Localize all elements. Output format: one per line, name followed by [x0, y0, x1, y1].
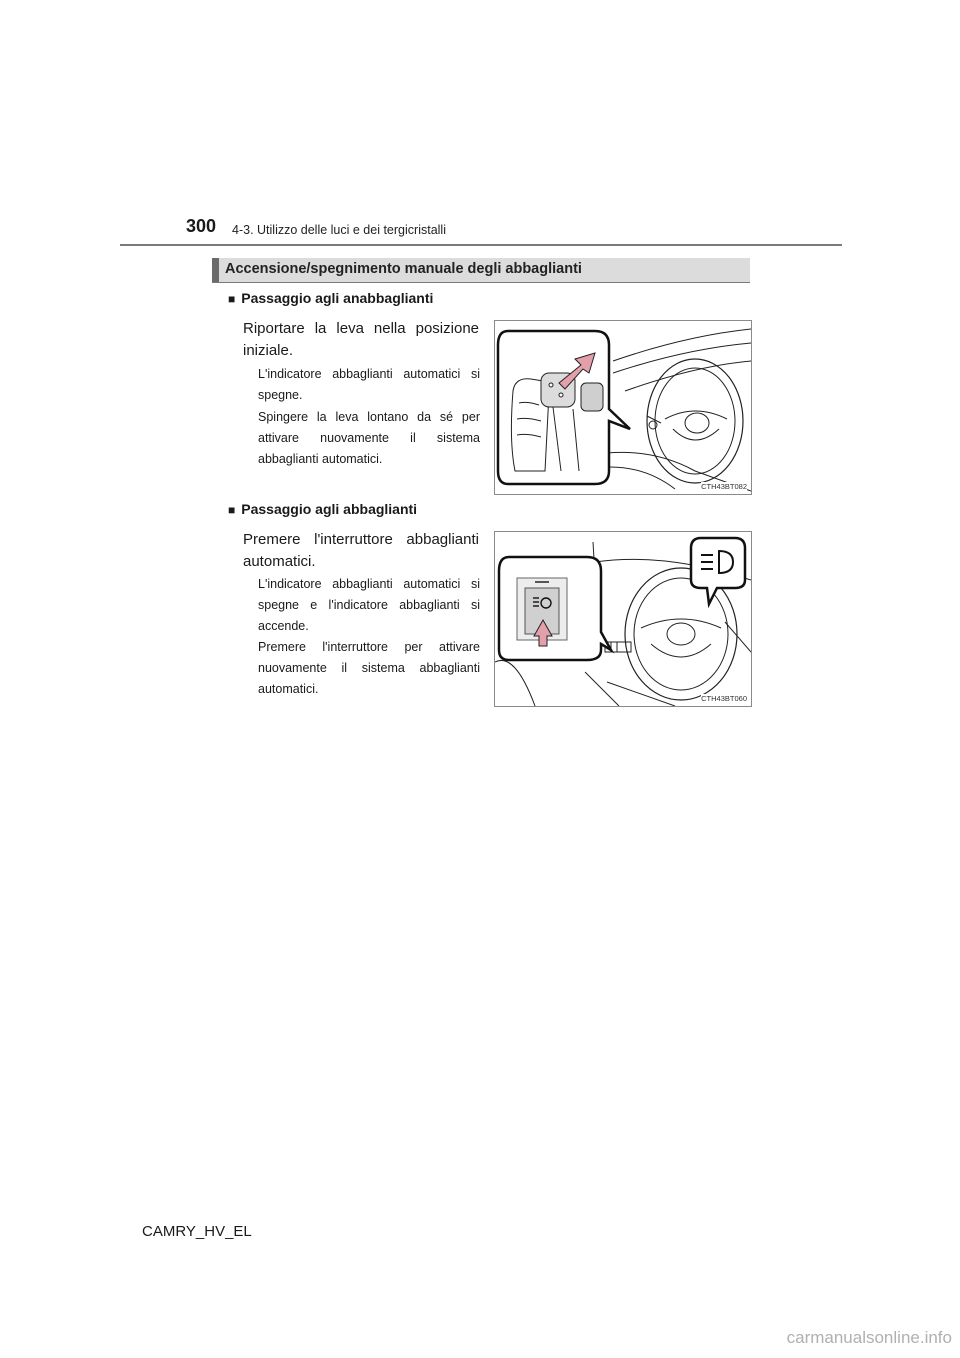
square-bullet-icon: ■	[228, 292, 236, 306]
watermark: carmanualsonline.info	[786, 1328, 952, 1347]
subsection-heading-text: Passaggio agli anabbaglianti	[241, 290, 434, 306]
figure-switch-illustration	[494, 531, 752, 707]
auto-high-beam-switch-illustration	[495, 532, 751, 706]
section-marker	[212, 258, 219, 282]
figure-lever-illustration	[494, 320, 752, 495]
page-number: 300	[186, 216, 217, 236]
subsection-heading-text: Passaggio agli abbaglianti	[241, 501, 418, 517]
square-bullet-icon: ■	[228, 503, 236, 517]
subsection-heading-high-beam	[228, 501, 417, 517]
lever-pull-illustration	[495, 321, 751, 494]
instruction-text: Riportare la leva nella posizione iniziale.	[243, 320, 479, 359]
figure-code: CTH43BT060	[701, 694, 747, 703]
note-text: L'indicatore abbaglianti automatici si spegne e l'indicatore abbaglianti si accende.	[258, 577, 480, 633]
chapter-title: 4-3. Utilizzo delle luci e dei tergicristalli	[232, 223, 446, 237]
section-title: Accensione/spegnimento manuale degli abbaglianti	[225, 261, 582, 277]
instruction-text: Premere l'interruttore abbaglianti automatici.	[243, 531, 479, 570]
model-code: CAMRY_HV_EL	[142, 1223, 252, 1240]
note-text: Spingere la leva lontano da sé per attivare nuovamente il sistema abbaglianti automatici.	[258, 410, 480, 466]
header-divider	[120, 244, 842, 246]
subsection-heading-low-beam	[228, 290, 433, 306]
figure-code: CTH43BT082	[701, 482, 747, 491]
note-text: Premere l'interruttore per attivare nuovamente il sistema abbaglianti automatici.	[258, 640, 480, 696]
section-heading-bar	[212, 258, 750, 282]
section-divider	[212, 282, 750, 283]
note-text: L'indicatore abbaglianti automatici si spegne.	[258, 367, 480, 402]
